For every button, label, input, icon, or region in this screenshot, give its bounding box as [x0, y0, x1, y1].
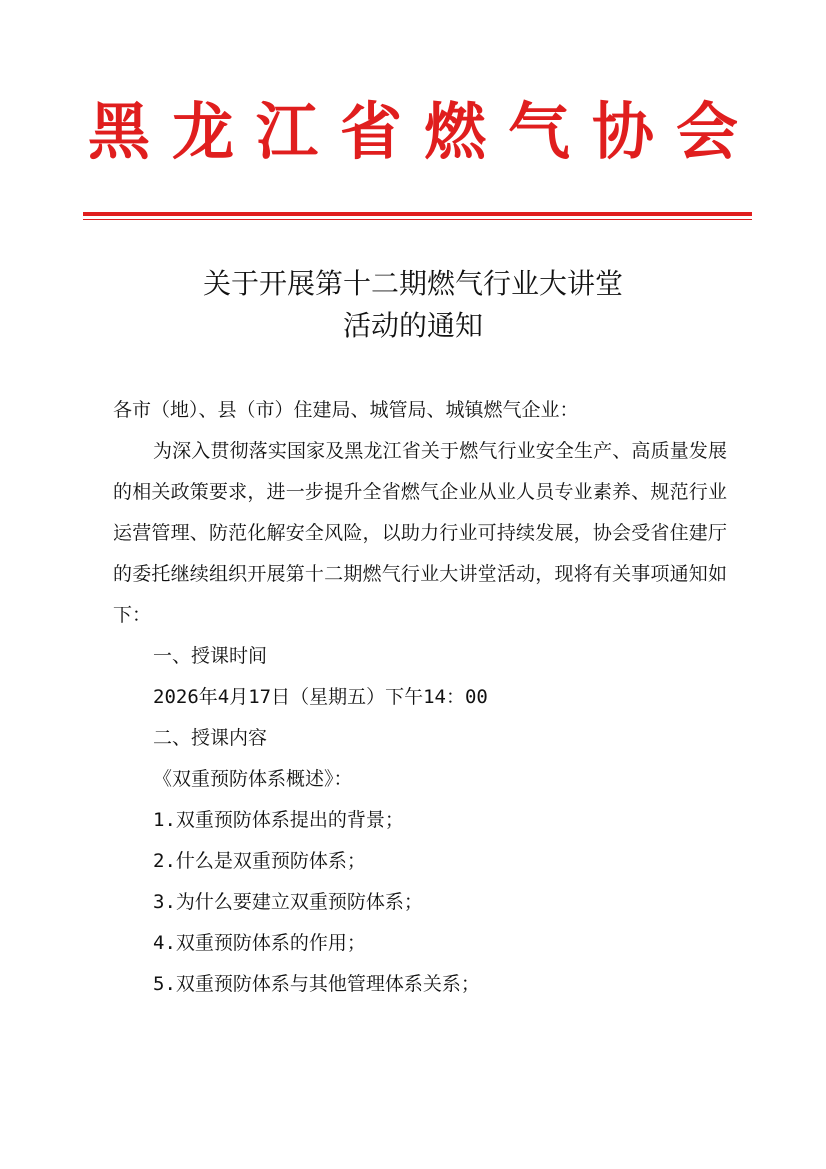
- notice-body: [113, 390, 727, 1005]
- letterhead-rule-thin: [83, 219, 752, 220]
- list-item: 2.什么是双重预防体系；: [153, 850, 366, 872]
- list-item: 1.双重预防体系提出的背景；: [153, 809, 404, 831]
- list-item: 3.为什么要建立双重预防体系；: [153, 891, 423, 913]
- list-item: 4.双重预防体系的作用；: [153, 932, 366, 954]
- section2-heading: 二、授课内容: [153, 727, 268, 749]
- letterhead-title: 黑龙江省燃气协会: [87, 95, 760, 168]
- notice-title-line1: 关于开展第十二期燃气行业大讲堂: [202, 267, 623, 300]
- salutation: 各市（地）、县（市）住建局、城管局、城镇燃气企业：: [113, 399, 579, 421]
- list-item: 5.双重预防体系与其他管理体系关系；: [153, 973, 480, 995]
- letterhead-rule-thick: [83, 212, 752, 216]
- intro-paragraph: 为深入贯彻落实国家及黑龙江省关于燃气行业安全生产、高质量发展的相关政策要求，进一步提升全省燃气企业从业人员专业素养、规范行业运营管理、防范化解安全风险，以助力行业可持续发展，协会受省住建厅的委托继续组织开展第十二期燃气行业大讲堂活动，现将有关事项通知如下：: [113, 440, 727, 626]
- section1-time: 2026年4月17日（星期五）下午14：00: [153, 686, 488, 708]
- section1-heading: 一、授课时间: [153, 645, 268, 667]
- course-title: 《双重预防体系概述》：: [153, 768, 353, 790]
- notice-title-line2: 活动的通知: [342, 309, 483, 342]
